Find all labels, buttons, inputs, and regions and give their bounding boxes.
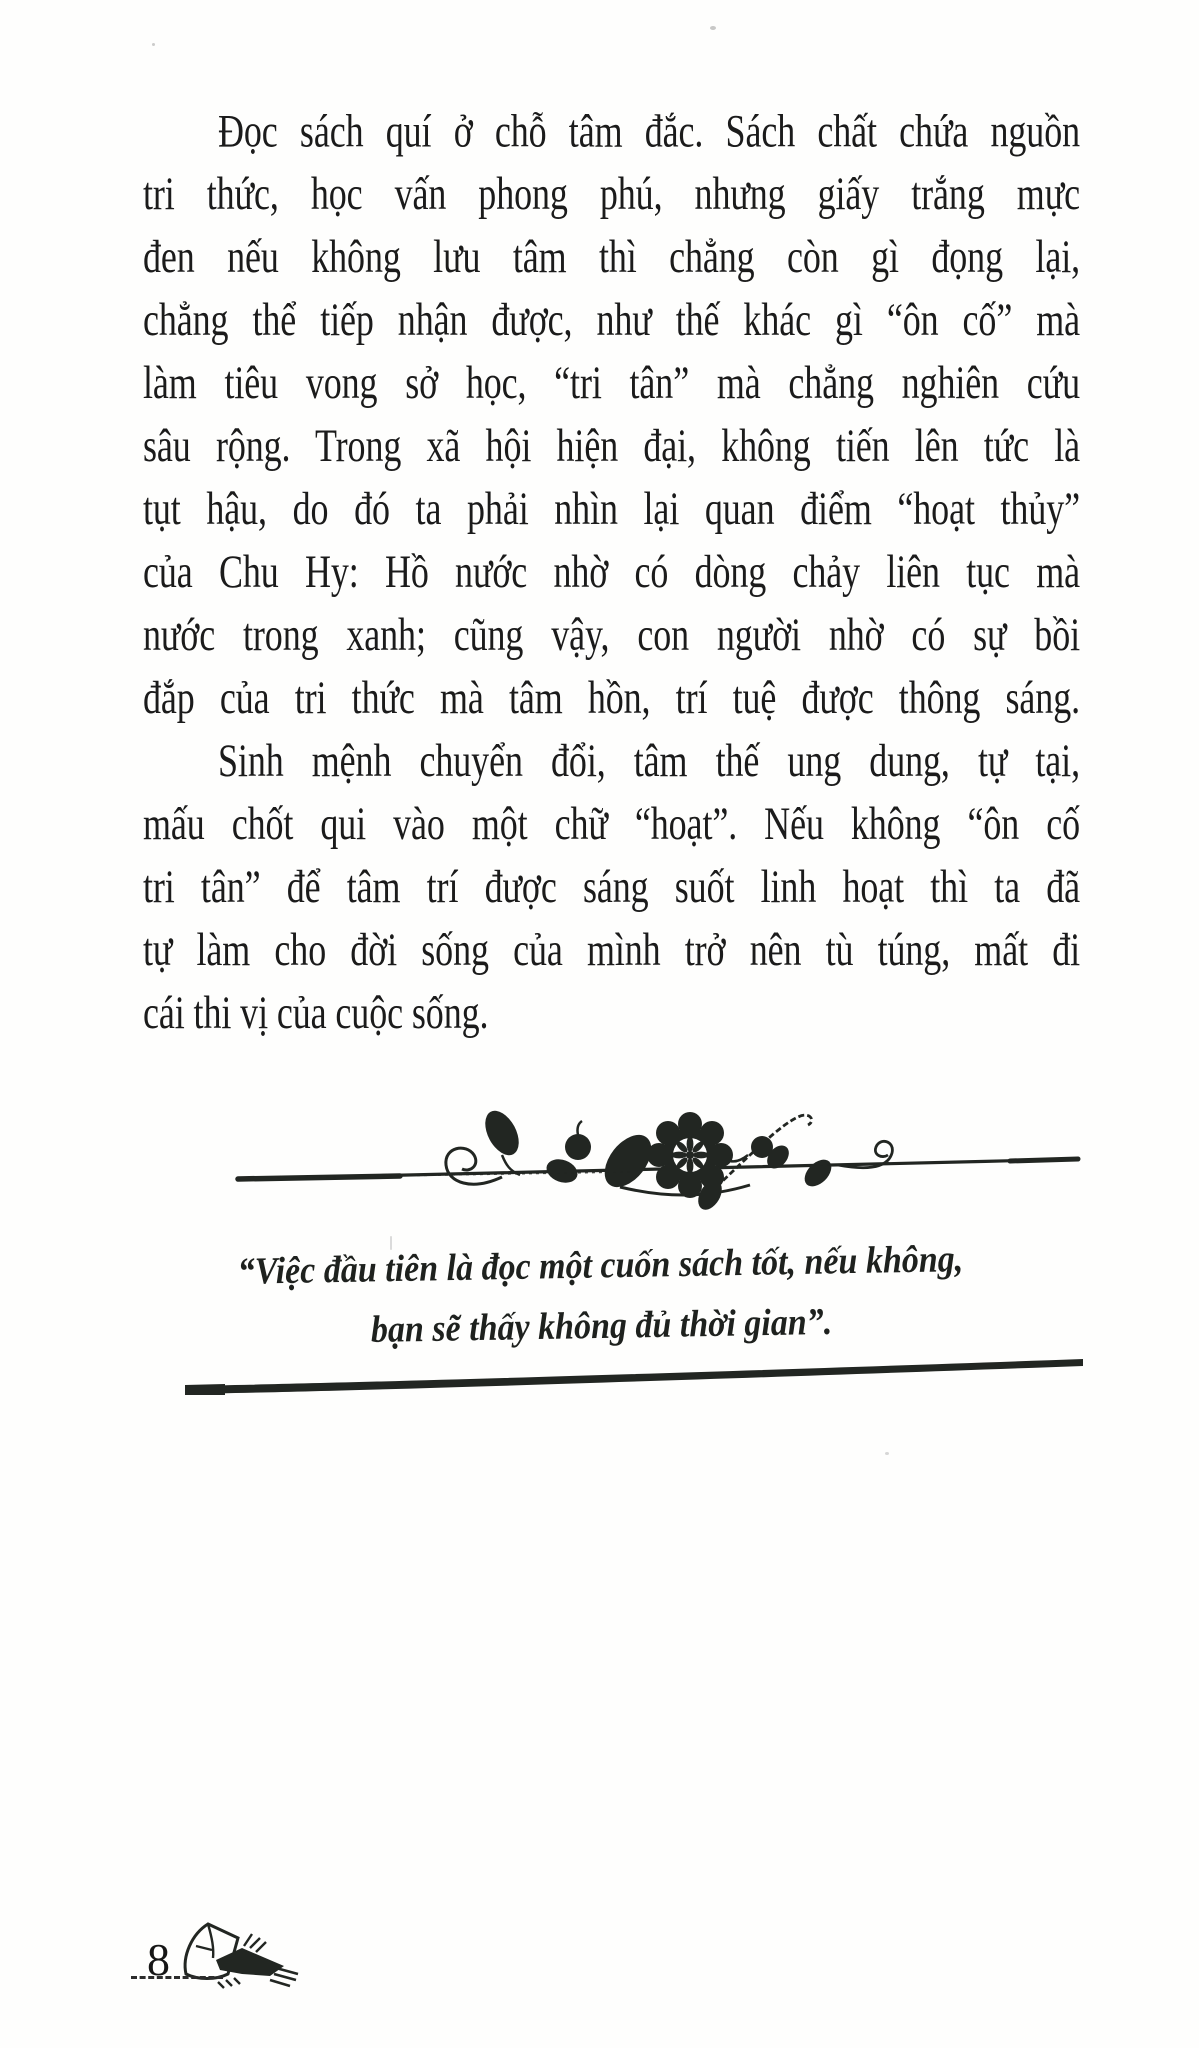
body-line: làm tiêu vong sở học, “tri tân” mà chẳng nghiên cứu xyxy=(143,357,1080,409)
body-line: nước trong xanh; cũng vậy, con người nhờ có sự bồi xyxy=(143,608,1080,661)
body-line: tri tân” để tâm trí được sáng suốt linh hoạt thì ta đã xyxy=(143,860,1080,913)
body-line: của Chu Hy: Hồ nước nhờ có dòng chảy liên tục mà xyxy=(143,545,1080,598)
scan-speck xyxy=(390,1236,392,1250)
page-number: 8 xyxy=(147,1934,170,1985)
body-line: mấu chốt qui vào một chữ “hoạt”. Nếu không “ôn cố xyxy=(143,797,1080,850)
body-line: Đọc sách quí ở chỗ tâm đắc. Sách chất chứa nguồn xyxy=(218,105,1080,157)
scan-speck xyxy=(152,43,155,46)
body-line: tri thức, học vấn phong phú, nhưng giấy trắng mực xyxy=(143,168,1080,220)
tapered-horizontal-rule xyxy=(185,1352,1090,1398)
body-line: đen nếu không lưu tâm thì chẳng còn gì đọng lại, xyxy=(143,231,1080,283)
quote-line: bạn sẽ thấy không đủ thời gian”. xyxy=(370,1301,833,1351)
flower-ornament-divider-icon xyxy=(150,1095,1090,1230)
body-line: sâu rộng. Trong xã hội hiện đại, không tiến lên tức là xyxy=(143,419,1080,472)
body-text xyxy=(143,100,1080,1044)
quote-line: “Việc đầu tiên là đọc một cuốn sách tốt, nếu không, xyxy=(237,1238,964,1293)
open-book-quill-icon xyxy=(172,1916,302,1996)
body-line: chẳng thể tiếp nhận được, như thế khác gì “ôn cố” mà xyxy=(143,294,1080,346)
body-line: cái thi vị của cuộc sống. xyxy=(143,986,489,1039)
footer-dashed-line xyxy=(131,1976,223,1979)
scan-speck xyxy=(710,26,716,30)
quote-block xyxy=(100,1227,1102,1365)
body-line: tự làm cho đời sống của mình trở nên tù túng, mất đi xyxy=(143,923,1080,976)
scan-speck xyxy=(885,1452,889,1455)
body-line: Sinh mệnh chuyển đổi, tâm thế ung dung, tự tại, xyxy=(218,734,1080,787)
body-line: tụt hậu, do đó ta phải nhìn lại quan điểm “hoạt thủy” xyxy=(143,482,1080,535)
body-line: đắp của tri thức mà tâm hồn, trí tuệ được thông sáng. xyxy=(143,671,1080,724)
